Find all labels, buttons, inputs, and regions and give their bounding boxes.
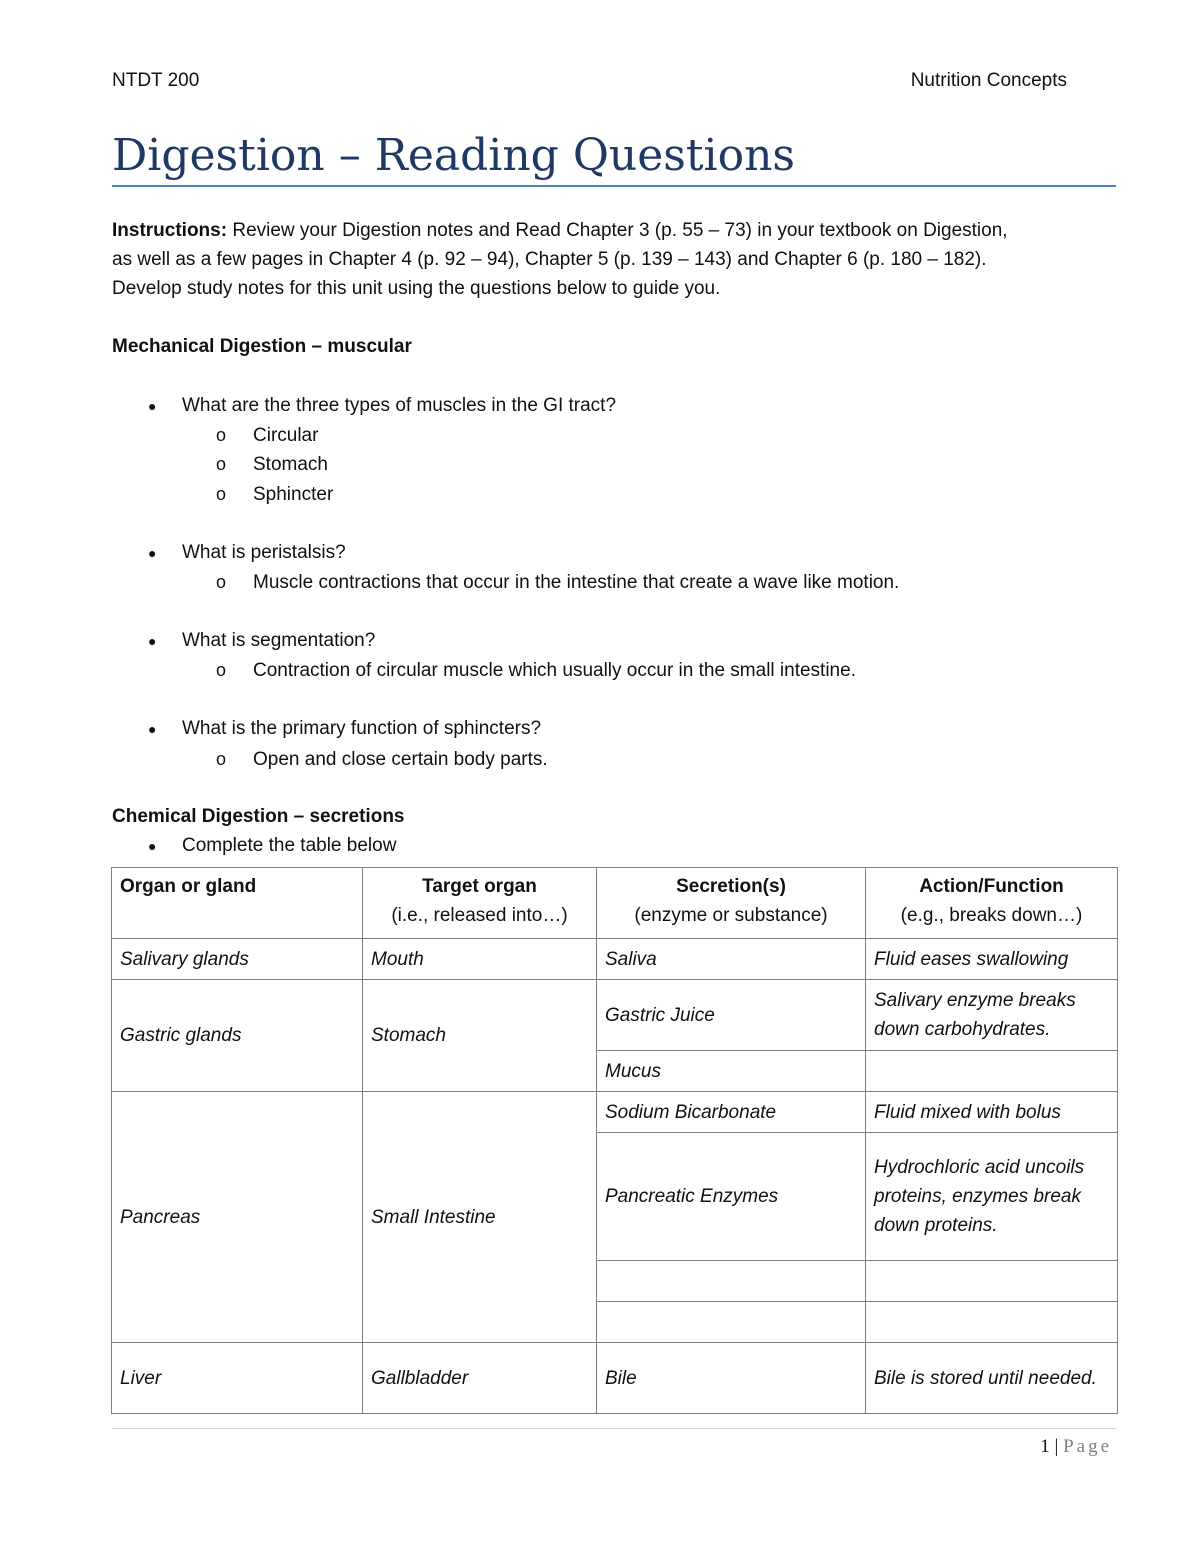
question-item (148, 627, 375, 655)
secretions-table (111, 867, 1118, 1414)
table-cell: Bile is stored until needed. (866, 1343, 1118, 1414)
page-label: Page (1063, 1436, 1112, 1457)
page-footer (1040, 1436, 1112, 1458)
answer-item (216, 745, 548, 774)
table-cell (866, 1302, 1118, 1343)
table-cell: Salivary enzyme breaks down carbohydrates. (866, 980, 1118, 1051)
table-cell: Fluid eases swallowing (866, 939, 1118, 980)
question-text: What is peristalsis? (182, 542, 346, 564)
footer-separator: | (1049, 1436, 1064, 1457)
table-row (112, 1092, 1118, 1133)
table-cell (866, 1261, 1118, 1302)
bullet-icon: ● (148, 721, 157, 737)
answer-text: Open and close certain body parts. (253, 749, 548, 770)
header-action-title: Action/Function (919, 876, 1064, 897)
table-cell: Fluid mixed with bolus (866, 1092, 1118, 1133)
table-header-row (112, 868, 1118, 939)
bullet-icon: ● (148, 838, 157, 854)
header-subject: Nutrition Concepts (910, 70, 1067, 91)
table-cell: Bile (597, 1343, 866, 1414)
circle-bullet-icon: o (216, 454, 227, 474)
table-cell (597, 1302, 866, 1343)
instructions-paragraph (112, 216, 1116, 303)
header-target (363, 868, 597, 939)
header-organ: Organ or gland (112, 868, 363, 939)
answer-item (216, 480, 333, 509)
table-cell: Gastric glands (112, 980, 363, 1092)
table-cell: Liver (112, 1343, 363, 1414)
bullet-icon: ● (148, 633, 157, 649)
table-cell: Small Intestine (363, 1092, 597, 1343)
table-row (112, 939, 1118, 980)
header-secretion (597, 868, 866, 939)
chemical-bullet (148, 832, 396, 860)
instructions-line-2: as well as a few pages in Chapter 4 (p. 92 – 94), Chapter 5 (p. 139 – 143) and Chapter 6 (p. 180 – 182). (112, 249, 987, 270)
header-target-sub: (i.e., released into…) (391, 905, 568, 926)
table-cell (597, 1261, 866, 1302)
table-cell: Mouth (363, 939, 597, 980)
circle-bullet-icon: o (216, 572, 227, 592)
answer-item (216, 568, 899, 597)
bullet-icon: ● (148, 398, 157, 414)
question-text: What are the three types of muscles in the GI tract? (182, 395, 617, 417)
table-cell (866, 1051, 1118, 1092)
table-cell: Sodium Bicarbonate (597, 1092, 866, 1133)
answer-text: Circular (253, 425, 319, 446)
page-title: Digestion – Reading Questions (112, 130, 796, 181)
chemical-bullet-text: Complete the table below (182, 835, 397, 857)
table-cell: Salivary glands (112, 939, 363, 980)
instructions-label: Instructions: (112, 220, 228, 241)
footer-rule (112, 1428, 1116, 1429)
answer-text: Contraction of circular muscle which usually occur in the small intestine. (253, 660, 856, 681)
answer-text: Stomach (253, 454, 328, 475)
question-text: What is segmentation? (182, 630, 376, 652)
chemical-heading: Chemical Digestion – secretions (112, 806, 405, 827)
table-cell: Gallbladder (363, 1343, 597, 1414)
answer-item (216, 421, 318, 450)
header-target-title: Target organ (422, 876, 537, 897)
page-number: 1 (1040, 1436, 1050, 1457)
title-underline (112, 185, 1116, 187)
header-secretion-sub: (enzyme or substance) (634, 905, 828, 926)
table-cell: Mucus (597, 1051, 866, 1092)
answer-text: Sphincter (253, 484, 334, 505)
instructions-line-3: Develop study notes for this unit using the questions below to guide you. (112, 278, 721, 299)
circle-bullet-icon: o (216, 484, 227, 504)
table-cell: Hydrochloric acid uncoils proteins, enzymes break down proteins. (866, 1133, 1118, 1261)
answer-text: Muscle contractions that occur in the intestine that create a wave like motion. (253, 572, 900, 593)
header-action-sub: (e.g., breaks down…) (900, 905, 1083, 926)
header-course: NTDT 200 (112, 70, 200, 91)
question-text: What is the primary function of sphincters? (182, 718, 542, 740)
table-cell: Saliva (597, 939, 866, 980)
table-cell: Gastric Juice (597, 980, 866, 1051)
header-secretion-title: Secretion(s) (676, 876, 786, 897)
bullet-icon: ● (148, 545, 157, 561)
table-cell: Pancreas (112, 1092, 363, 1343)
instructions-line-1: Review your Digestion notes and Read Chapter 3 (p. 55 – 73) in your textbook on Digestion, (227, 220, 1008, 241)
table-cell: Pancreatic Enzymes (597, 1133, 866, 1261)
header-action (866, 868, 1118, 939)
table-row (112, 980, 1118, 1051)
question-item (148, 392, 616, 420)
answer-item (216, 450, 328, 479)
circle-bullet-icon: o (216, 749, 227, 769)
question-item (148, 539, 346, 567)
circle-bullet-icon: o (216, 425, 227, 445)
table-row (112, 1343, 1118, 1414)
table-cell: Stomach (363, 980, 597, 1092)
question-item (148, 715, 541, 743)
answer-item (216, 656, 856, 685)
mechanical-heading: Mechanical Digestion – muscular (112, 336, 412, 357)
circle-bullet-icon: o (216, 660, 227, 680)
